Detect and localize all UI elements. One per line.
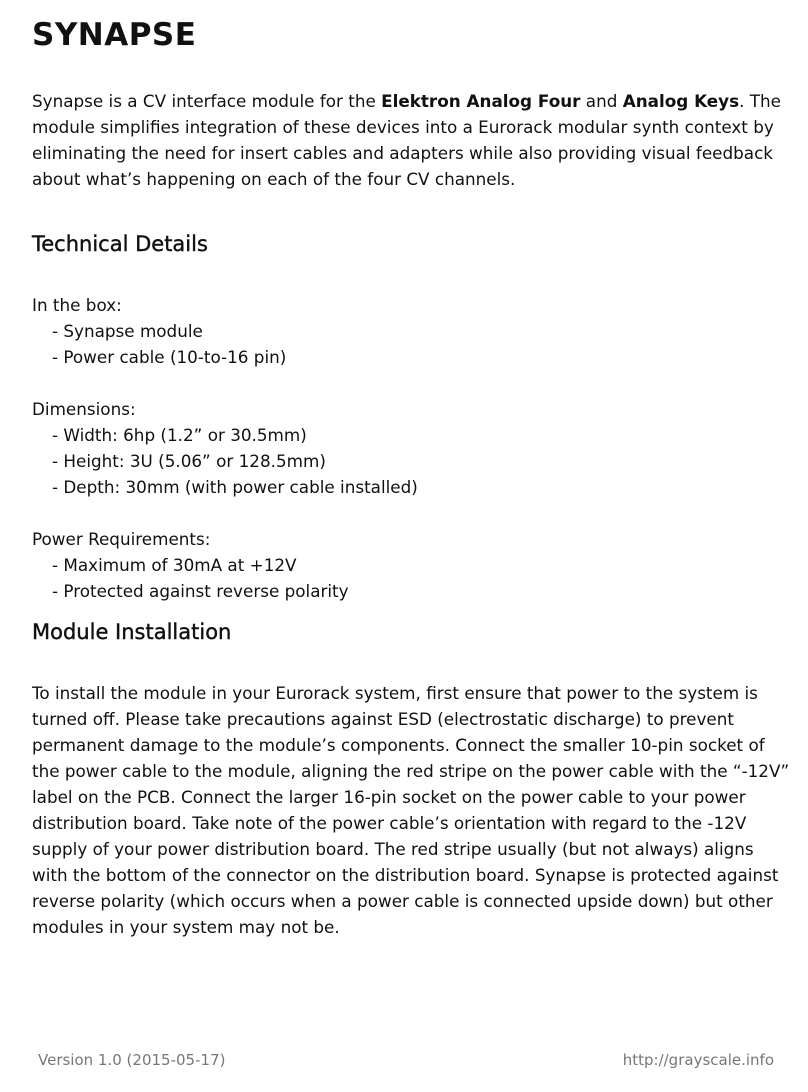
dimensions-label: Dimensions: — [32, 399, 136, 419]
power-requirements-group — [32, 526, 792, 604]
intro-paragraph — [32, 88, 792, 192]
list-item: - Height: 3U (5.06” or 128.5mm) — [52, 451, 326, 471]
power-requirements-label: Power Requirements: — [32, 529, 211, 549]
intro-bold-analog-keys: Analog Keys — [622, 91, 740, 111]
in-the-box-label: In the box: — [32, 295, 122, 315]
intro-text-2: and — [580, 91, 623, 111]
technical-details-heading: Technical Details — [32, 232, 208, 256]
website-link[interactable]: http://grayscale.info — [622, 1051, 774, 1069]
module-installation-heading: Module Installation — [32, 620, 232, 644]
in-the-box-group — [32, 292, 792, 370]
intro-text-3: . The module simplifies integration of these devices into a Eurorack modular synth context by eliminating the need for insert cables and adapters while also providing visual feedback about what’s happening on each of the four CV channels. — [32, 91, 782, 189]
dimensions-group — [32, 396, 792, 500]
version-label: Version 1.0 (2015-05-17) — [38, 1051, 226, 1069]
intro-text-1: Synapse is a CV interface module for the — [32, 91, 382, 111]
technical-details-list — [32, 292, 792, 604]
list-item: - Width: 6hp (1.2” or 30.5mm) — [52, 425, 307, 445]
list-item: - Maximum of 30mA at +12V — [52, 555, 297, 575]
list-item: - Power cable (10-to-16 pin) — [52, 347, 287, 367]
installation-paragraph: To install the module in your Eurorack system, first ensure that power to the system is turned off. Please take precautions against ESD (electrostatic discharge) to prevent permanent damage to the module’s components. Connect the smaller 10-pin socket of the power cable to the module, aligning the red stripe on the power cable with the “-12V” label on the PCB. Connect the larger 16-pin socket on the power cable to your power distribution board. Take note of the power cable’s orientation with regard to the -12V supply of your power distribution board. The red stripe usually (but not always) aligns with the bottom of the connector on the distribution board. Synapse is protected against reverse polarity (which occurs when a power cable is connected upside down) but other modules in your system may not be. — [32, 683, 790, 937]
list-item: - Protected against reverse polarity — [52, 581, 349, 601]
page-title: SYNAPSE — [32, 17, 197, 53]
intro-bold-analog-four: Elektron Analog Four — [381, 91, 581, 111]
document-page — [32, 16, 792, 940]
list-item: - Depth: 30mm (with power cable installed) — [52, 477, 418, 497]
list-item: - Synapse module — [52, 321, 203, 341]
